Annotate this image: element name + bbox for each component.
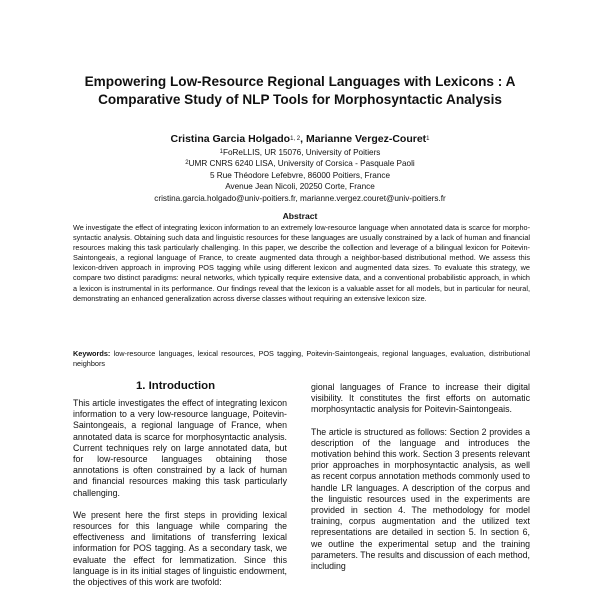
keywords xyxy=(73,349,530,369)
author-separator: , xyxy=(300,133,306,145)
paragraph: gional languages of France to increase their digital visibility. It constitutes the first efforts on automatic morphosyntactic analysis for Poitevin-Saintongeais. xyxy=(311,382,530,415)
address-2: Avenue Jean Nicoli, 20250 Corte, France xyxy=(225,182,375,192)
affiliations xyxy=(40,147,560,204)
author-emails: cristina.garcia.holgado@univ-poitiers.fr, marianne.vergez.couret@univ-poitiers.fr xyxy=(154,193,446,203)
affiliation-2 xyxy=(40,158,560,169)
author-list xyxy=(40,133,560,146)
abstract-heading: Abstract xyxy=(282,211,318,221)
keywords-text: low-resource languages, lexical resources, POS tagging, Poitevin-Saintongeais, regional languages, evaluation, distributional neighbors xyxy=(73,349,530,369)
author-1: Cristina Garcia Holgado xyxy=(170,133,291,145)
affiliation-2-text: UMR CNRS 6240 LISA, University of Corsica - Pasquale Paoli xyxy=(188,159,415,169)
paper-title xyxy=(40,73,560,109)
keywords-label: Keywords: xyxy=(73,349,111,358)
author-1-affiliation-marks: 1, 2 xyxy=(290,136,301,142)
paragraph: We present here the first steps in providing lexical resources for this language while comparing the effectiveness and limitations of transferring lexical information for POS tagging. As a secondary task, we evaluate the effect for lemmatization. Since this language is in its initial stages of linguistic endowment, the objectives of this work are twofold: xyxy=(73,509,287,588)
affiliation-1-mark: 1 xyxy=(219,149,223,155)
paragraph: The article is structured as follows: Section 2 provides a description of the language and introduces the motivation behind this work. Section 3 presents relevant prior approaches in morphosyntactic analysis, as well as recent corpus annotation methods commonly used to handle LR languages. A description of the corpus and the linguistic resources used in the experiments are provided in section 4. The methodology for model training, corpus augmentation and the utilized text representations are detailed in section 5. In section 6, we outline the experimental setup and the training parameters. The results and discussion of each method, including xyxy=(311,426,530,572)
title-line-1: Empowering Low-Resource Regional Languages with Lexicons : A xyxy=(84,74,516,89)
affiliation-1-text: FoReLLIS, UR 15076, University of Poitiers xyxy=(222,148,381,157)
abstract-text: We investigate the effect of integrating lexicon information to an extremely low-resource language when annotated data is scarce for morpho-syntactic analysis. Obtaining such data and linguistic resources for these languages are usually constrained by a lack of human and financial resources making this task particularly challenging. In this paper, we describe the collection and leverage of a bilingual lexicon for Poitevin-Saintongeais, a regional language of France, to create augmented data through a neighbor-based distributional method. We assess this lexicon-driven approach in improving POS tagging while using different lexicon and augmented data sizes. To evaluate this strategy, we compare two distinct paradigms: neural networks, which typically require extensive data, and a conventional probabilistic approach, in which a lexicon is instrumental in its performance. Our findings reveal that the lexicon is a valuable asset for all models, but in particular for neural, demonstrating an enhanced generalization across diverse classes without requiring an extensive lexicon size. xyxy=(73,223,530,303)
section-heading-introduction: 1. Introduction xyxy=(135,380,216,392)
author-2-affiliation-marks: 1 xyxy=(426,136,430,142)
title-line-2: Comparative Study of NLP Tools for Morphosyntactic Analysis xyxy=(98,92,502,107)
right-column xyxy=(311,382,530,583)
affiliation-1 xyxy=(40,147,560,158)
paragraph: This article investigates the effect of integrating lexicon information to a very low-resource language, Poitevin-Saintongeais, a regional language of France, when annotated data is scarce for morphosyntactic analysis. Current techniques rely on large annotated data, but for low-resource languages obtaining those annotations is often constrained by a lack of human and financial resources making this task particularly challenging. xyxy=(73,398,287,498)
affiliation-2-mark: 2 xyxy=(185,160,189,167)
author-2: Marianne Vergez-Couret xyxy=(305,133,427,145)
left-column xyxy=(73,398,287,599)
address-1: 5 Rue Théodore Lefebvre, 86000 Poitiers, France xyxy=(209,170,391,180)
